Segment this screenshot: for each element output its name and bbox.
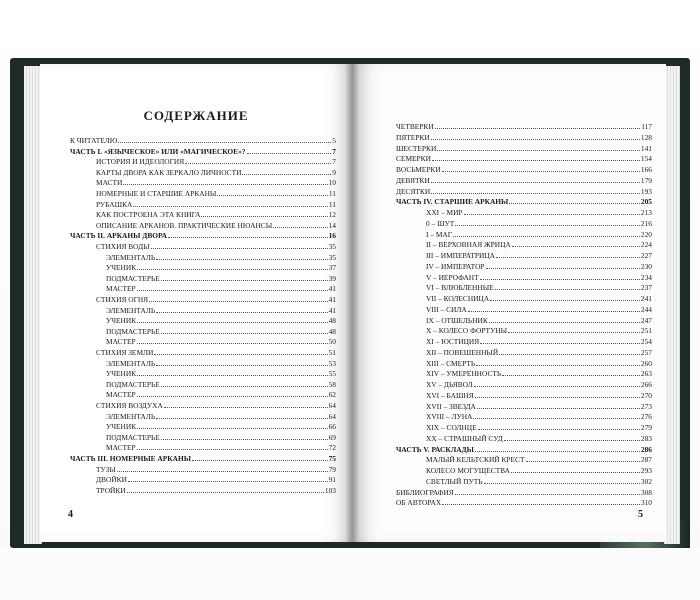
toc-entry-page: 69 bbox=[328, 432, 336, 442]
toc-entry-page: 12 bbox=[328, 210, 336, 220]
toc-entry bbox=[96, 178, 336, 187]
toc-leader-dots bbox=[137, 322, 327, 323]
toc-entry-page: 310 bbox=[640, 498, 652, 508]
toc-entry-page: 50 bbox=[328, 337, 336, 347]
toc-entry-title: УЧЕНИК bbox=[106, 316, 137, 326]
toc-entry-title: КАРТЫ ДВОРА КАК ЗЕРКАЛО ЛИЧНОСТИ bbox=[96, 167, 242, 177]
toc-entry-page: 35 bbox=[328, 242, 336, 251]
toc-entry bbox=[96, 475, 336, 484]
toc-entry-page: 247 bbox=[640, 315, 652, 325]
toc-entry-page: 48 bbox=[328, 316, 336, 326]
toc-entry bbox=[426, 240, 652, 249]
toc-entry-title: XIX – СОЛНЦЕ bbox=[426, 423, 477, 432]
toc-entry-page: 241 bbox=[640, 294, 652, 303]
toc-leader-dots bbox=[484, 483, 640, 484]
book-gutter bbox=[346, 64, 358, 542]
toc-entry-title: IV – ИМПЕРАТОР bbox=[426, 261, 485, 271]
toc-entry-page: 41 bbox=[328, 284, 336, 294]
toc-leader-dots bbox=[435, 128, 641, 129]
toc-entry-title: ДЕСЯТКИ bbox=[396, 186, 431, 196]
toc-entry-page: 270 bbox=[640, 390, 652, 400]
toc-leader-dots bbox=[137, 290, 328, 291]
toc-entry-page: 260 bbox=[640, 358, 652, 368]
toc-entry-title: НОМЕРНЫЕ И СТАРШИЕ АРКАНЫ bbox=[96, 189, 217, 198]
toc-entry bbox=[426, 369, 652, 378]
toc-entry bbox=[426, 316, 652, 325]
toc-entry-title: ДЕВЯТКИ bbox=[396, 175, 430, 185]
toc-entry-title: УЧЕНИК bbox=[106, 369, 137, 379]
toc-leader-dots bbox=[137, 269, 327, 270]
toc-entry-page: 273 bbox=[640, 401, 652, 411]
toc-leader-dots bbox=[156, 259, 328, 260]
toc-entry bbox=[96, 465, 336, 474]
toc-entry-title: СВЕТЛЫЙ ПУТЬ bbox=[426, 476, 483, 486]
toc-entry-title: I – МАГ bbox=[426, 229, 453, 239]
toc-entry-title: ЧАСТЬ II. АРКАНЫ ДВОРА bbox=[70, 231, 167, 241]
toc-leader-dots bbox=[185, 163, 331, 164]
toc-leader-dots bbox=[475, 451, 640, 452]
toc-leader-dots bbox=[137, 428, 327, 429]
toc-entry bbox=[426, 477, 652, 486]
toc-leader-dots bbox=[478, 429, 640, 430]
toc-entry-page: 62 bbox=[328, 390, 336, 400]
toc-entry bbox=[96, 486, 336, 495]
toc-leader-dots bbox=[437, 150, 640, 151]
toc-entry-title: ЭЛЕМЕНТАЛЬ bbox=[106, 411, 156, 421]
toc-entry-title: СТИХИЯ ВОДЫ bbox=[96, 242, 150, 251]
toc-leader-dots bbox=[526, 461, 640, 462]
toc-entry bbox=[106, 306, 336, 315]
toc-entry-page: 213 bbox=[640, 208, 652, 217]
toc-leader-dots bbox=[431, 193, 640, 194]
toc-leader-dots bbox=[504, 440, 640, 441]
toc-entry-page: 103 bbox=[324, 485, 336, 495]
toc-entry-page: 308 bbox=[640, 487, 652, 497]
toc-entry bbox=[396, 187, 652, 196]
toc-entry bbox=[396, 488, 652, 497]
toc-entry bbox=[426, 412, 652, 421]
toc-entry-title: ТУЗЫ bbox=[96, 464, 116, 474]
toc-entry bbox=[106, 443, 336, 452]
toc-leader-dots bbox=[117, 471, 328, 472]
toc-entry-page: 193 bbox=[640, 186, 652, 196]
toc-entry-page: 244 bbox=[640, 304, 652, 314]
toc-entry bbox=[396, 498, 652, 507]
toc-entry bbox=[96, 189, 336, 198]
toc-entry-page: 11 bbox=[328, 189, 336, 198]
toc-leader-dots bbox=[486, 268, 640, 269]
toc-entry-page: 224 bbox=[640, 240, 652, 250]
toc-entry-page: 227 bbox=[640, 251, 652, 260]
toc-leader-dots bbox=[455, 225, 640, 226]
toc-entry-title: ЧАСТЬ III. НОМЕРНЫЕ АРКАНЫ bbox=[70, 454, 191, 463]
toc-heading: СОДЕРЖАНИЕ bbox=[143, 108, 249, 123]
toc-entry bbox=[106, 274, 336, 283]
toc-leader-dots bbox=[474, 386, 640, 387]
toc-entry-title: ПОДМАСТЕРЬЕ bbox=[106, 273, 160, 283]
toc-entry-title: VII – КОЛЕСНИЦА bbox=[426, 294, 490, 303]
toc-entry bbox=[96, 168, 336, 177]
toc-entry-page: 237 bbox=[640, 283, 652, 293]
toc-entry bbox=[396, 154, 652, 163]
toc-entry bbox=[106, 253, 336, 262]
toc-entry-title: СЕМЕРКИ bbox=[396, 154, 431, 164]
toc-entry-page: 279 bbox=[640, 423, 652, 432]
toc-entry bbox=[106, 390, 336, 399]
toc-leader-dots bbox=[156, 365, 328, 366]
toc-entry-page: 14 bbox=[328, 220, 336, 230]
toc-entry bbox=[426, 348, 652, 357]
toc-entry bbox=[396, 165, 652, 174]
toc-entry-title: VIII – СИЛА bbox=[426, 304, 467, 314]
toc-entry bbox=[426, 251, 652, 260]
toc-entry bbox=[396, 176, 652, 185]
toc-entry-title: XI – ЮСТИЦИЯ bbox=[426, 337, 480, 346]
toc-entry-page: 5 bbox=[332, 136, 336, 145]
toc-entry bbox=[96, 242, 336, 251]
toc-entry-title: КАК ПОСТРОЕНА ЭТА КНИГА bbox=[96, 210, 201, 220]
toc-entry bbox=[396, 144, 652, 153]
toc-entry-page: 293 bbox=[640, 466, 652, 475]
toc-entry-page: 37 bbox=[328, 263, 336, 273]
toc-leader-dots bbox=[508, 332, 640, 333]
toc-entry bbox=[396, 133, 652, 142]
toc-entry bbox=[426, 326, 652, 335]
toc-leader-dots bbox=[149, 301, 327, 302]
toc-entry-page: 48 bbox=[328, 326, 336, 336]
toc-entry bbox=[426, 283, 652, 292]
toc-leader-dots bbox=[480, 279, 640, 280]
toc-entry-title: ПОДМАСТЕРЬЕ bbox=[106, 432, 160, 442]
toc-entry-title: ИСТОРИЯ И ИДЕОЛОГИЯ bbox=[96, 157, 185, 167]
toc-entry-title: ЭЛЕМЕНТАЛЬ bbox=[106, 305, 156, 315]
toc-entry-page: 39 bbox=[328, 273, 336, 283]
toc-entry-title: МАСТЕР bbox=[106, 284, 136, 294]
toc-leader-dots bbox=[464, 214, 640, 215]
toc-entry-title: XVII – ЗВЕЗДА bbox=[426, 401, 476, 411]
toc-entry-title: III – ИМПЕРАТРИЦА bbox=[426, 251, 496, 260]
toc-entry bbox=[426, 208, 652, 217]
toc-entry bbox=[396, 122, 652, 131]
toc-leader-dots bbox=[499, 354, 640, 355]
toc-entry-page: 16 bbox=[328, 231, 336, 241]
toc-entry-title: ТРОЙКИ bbox=[96, 485, 126, 495]
toc-entry bbox=[106, 359, 336, 368]
toc-entry-title: XV – ДЬЯВОЛ bbox=[426, 380, 473, 389]
toc-leader-dots bbox=[477, 408, 640, 409]
toc-entry bbox=[426, 262, 652, 271]
toc-entry-title: ЧАСТЬ IV. СТАРШИЕ АРКАНЫ bbox=[396, 197, 509, 207]
toc-leader-dots bbox=[247, 153, 332, 154]
page-edges-right bbox=[664, 66, 680, 544]
toc-entry bbox=[426, 305, 652, 314]
toc-leader-dots bbox=[151, 248, 328, 249]
toc-entry bbox=[426, 230, 652, 239]
toc-entry-page: 7 bbox=[332, 157, 336, 167]
toc-leader-dots bbox=[156, 418, 328, 419]
toc-leader-dots bbox=[137, 449, 328, 450]
toc-entry-title: БИБЛИОГРАФИЯ bbox=[396, 487, 454, 497]
toc-leader-dots bbox=[442, 504, 640, 505]
toc-entry-title: ОПИСАНИЕ АРКАНОВ. ПРАКТИЧЕСКИЕ НЮАНСЫ bbox=[96, 220, 273, 230]
toc-entry-page: 220 bbox=[640, 229, 652, 239]
left-page bbox=[40, 64, 352, 542]
toc-leader-dots bbox=[164, 407, 328, 408]
toc-entry-title: УЧЕНИК bbox=[106, 263, 137, 273]
toc-leader-dots bbox=[161, 386, 328, 387]
toc-entry-title: МАСТЕР bbox=[106, 337, 136, 347]
toc-entry-title: X – КОЛЕСО ФОРТУНЫ bbox=[426, 326, 508, 336]
toc-leader-dots bbox=[154, 354, 327, 355]
toc-entry bbox=[426, 337, 652, 346]
left-page-number: 4 bbox=[68, 509, 73, 520]
toc-entry-page: 7 bbox=[332, 146, 336, 156]
toc-leader-dots bbox=[156, 312, 328, 313]
toc-entry-title: ПОДМАСТЕРЬЕ bbox=[106, 379, 160, 389]
toc-entry-title: ВОСЬМЕРКИ bbox=[396, 165, 441, 174]
table-surface bbox=[0, 548, 700, 600]
toc-leader-dots bbox=[453, 236, 640, 237]
right-page-number: 5 bbox=[638, 509, 643, 520]
toc-leader-dots bbox=[127, 492, 324, 493]
toc-entry bbox=[426, 273, 652, 282]
toc-leader-dots bbox=[161, 439, 328, 440]
toc-entry-page: 91 bbox=[328, 475, 336, 485]
toc-entry bbox=[96, 221, 336, 230]
toc-entry-page: 230 bbox=[640, 261, 652, 271]
toc-entry-title: ДВОЙКИ bbox=[96, 475, 127, 485]
toc-entry-page: 79 bbox=[328, 464, 336, 474]
toc-entry-title: МАЛЫЙ КЕЛЬТСКИЙ КРЕСТ bbox=[426, 455, 525, 465]
toc-entry-page: 283 bbox=[640, 433, 652, 443]
toc-entry bbox=[70, 454, 336, 463]
toc-entry-title: XIII – СМЕРТЬ bbox=[426, 358, 476, 368]
toc-entry-page: 64 bbox=[328, 401, 336, 410]
toc-leader-dots bbox=[431, 182, 640, 183]
toc-entry-page: 58 bbox=[328, 379, 336, 389]
toc-entry bbox=[426, 466, 652, 475]
toc-leader-dots bbox=[161, 280, 328, 281]
toc-entry bbox=[106, 369, 336, 378]
toc-entry-page: 251 bbox=[640, 326, 652, 336]
toc-entry-title: XXI – МИР bbox=[426, 208, 463, 217]
toc-entry-page: 287 bbox=[640, 455, 652, 465]
toc-entry-title: УЧЕНИК bbox=[106, 422, 137, 432]
toc-entry bbox=[426, 402, 652, 411]
toc-entry bbox=[70, 231, 336, 240]
toc-entry-title: IX – ОТШЕЛЬНИК bbox=[426, 315, 488, 325]
toc-entry bbox=[426, 423, 652, 432]
toc-entry-title: СТИХИЯ ЗЕМЛИ bbox=[96, 348, 154, 357]
toc-entry-page: 64 bbox=[328, 411, 336, 421]
toc-entry-page: 128 bbox=[640, 132, 652, 142]
toc-entry-page: 254 bbox=[640, 337, 652, 346]
toc-entry bbox=[106, 422, 336, 431]
toc-entry-page: 51 bbox=[328, 348, 336, 357]
right-page bbox=[352, 64, 666, 542]
toc-leader-dots bbox=[473, 418, 640, 419]
toc-entry-page: 154 bbox=[640, 154, 652, 164]
toc-entry-page: 266 bbox=[640, 380, 652, 389]
toc-entry-page: 276 bbox=[640, 412, 652, 422]
toc-entry-title: XX – СТРАШНЫЙ СУД bbox=[426, 433, 503, 443]
toc-entry-title: ЭЛЕМЕНТАЛЬ bbox=[106, 358, 156, 368]
toc-entry-page: 205 bbox=[640, 197, 652, 207]
toc-leader-dots bbox=[168, 237, 328, 238]
toc-entry-page: 286 bbox=[640, 444, 652, 454]
toc-entry-page: 35 bbox=[328, 252, 336, 262]
toc-entry-page: 302 bbox=[640, 476, 652, 486]
toc-entry-title: ШЕСТЕРКИ bbox=[396, 143, 437, 153]
toc-leader-dots bbox=[133, 206, 328, 207]
toc-leader-dots bbox=[490, 300, 640, 301]
toc-entry-title: К ЧИТАТЕЛЮ bbox=[70, 136, 118, 145]
toc-entry-title: XIV – УМЕРЕННОСТЬ bbox=[426, 369, 502, 379]
toc-entry-page: 9 bbox=[332, 167, 336, 177]
toc-entry-page: 10 bbox=[328, 178, 336, 188]
toc-entry bbox=[426, 219, 652, 228]
toc-leader-dots bbox=[242, 174, 331, 175]
toc-leader-dots bbox=[123, 184, 327, 185]
toc-leader-dots bbox=[509, 203, 640, 204]
toc-entry bbox=[106, 327, 336, 336]
toc-entry-title: МАСТЕР bbox=[106, 390, 136, 400]
toc-entry-title: МАСТИ bbox=[96, 178, 123, 188]
toc-entry-page: 41 bbox=[328, 305, 336, 315]
toc-leader-dots bbox=[502, 375, 640, 376]
toc-entry-title: РУБАШКА bbox=[96, 199, 133, 209]
toc-leader-dots bbox=[480, 343, 640, 344]
toc-leader-dots bbox=[468, 311, 640, 312]
toc-leader-dots bbox=[217, 195, 327, 196]
toc-entry-page: 263 bbox=[640, 369, 652, 379]
toc-leader-dots bbox=[137, 375, 327, 376]
toc-entry-title: ЧАСТЬ I. «ЯЗЫЧЕСКОЕ» ИЛИ «МАГИЧЕСКОЕ»? bbox=[70, 146, 246, 156]
toc-leader-dots bbox=[201, 216, 327, 217]
toc-entry bbox=[426, 455, 652, 464]
toc-entry-page: 257 bbox=[640, 347, 652, 357]
toc-entry-title: XVIII – ЛУНА bbox=[426, 412, 473, 422]
toc-leader-dots bbox=[476, 365, 640, 366]
toc-leader-dots bbox=[475, 397, 640, 398]
toc-entry-page: 66 bbox=[328, 422, 336, 432]
toc-leader-dots bbox=[137, 396, 328, 397]
toc-leader-dots bbox=[192, 460, 328, 461]
toc-entry-page: 216 bbox=[640, 218, 652, 228]
toc-leader-dots bbox=[489, 322, 640, 323]
toc-entry bbox=[70, 136, 336, 145]
toc-entry bbox=[96, 200, 336, 209]
toc-entry-page: 141 bbox=[640, 143, 652, 153]
toc-entry-title: XVI – БАШНЯ bbox=[426, 390, 474, 400]
toc-leader-dots bbox=[431, 139, 640, 140]
toc-entry bbox=[106, 412, 336, 421]
toc-entry-page: 75 bbox=[328, 454, 336, 463]
toc-entry bbox=[106, 263, 336, 272]
toc-entry-page: 11 bbox=[328, 199, 336, 209]
toc-entry-page: 41 bbox=[328, 295, 336, 304]
toc-entry bbox=[96, 295, 336, 304]
toc-entry bbox=[426, 380, 652, 389]
toc-entry bbox=[96, 210, 336, 219]
toc-entry bbox=[106, 284, 336, 293]
toc-entry-title: ОБ АВТОРАХ bbox=[396, 498, 442, 508]
toc-entry bbox=[396, 197, 652, 206]
toc-entry-page: 166 bbox=[640, 165, 652, 174]
toc-entry bbox=[106, 380, 336, 389]
toc-entry-title: XII – ПОВЕШЕННЫЙ bbox=[426, 347, 499, 357]
toc-leader-dots bbox=[128, 481, 328, 482]
toc-entry-title: МАСТЕР bbox=[106, 443, 136, 453]
toc-entry bbox=[96, 348, 336, 357]
toc-entry-title: II – ВЕРХОВНАЯ ЖРИЦА bbox=[426, 240, 511, 250]
toc-entry bbox=[70, 147, 336, 156]
toc-leader-dots bbox=[511, 472, 640, 473]
toc-entry-title: ЧАСТЬ V. РАСКЛАДЫ bbox=[396, 444, 474, 454]
toc-entry-title: V – ИЕРОФАНТ bbox=[426, 272, 479, 282]
toc-entry-title: VI – ВЛЮБЛЕННЫЕ bbox=[426, 283, 494, 293]
toc-entry-title: ЧЕТВЕРКИ bbox=[396, 122, 434, 131]
toc-entry-title: 0 – ШУТ bbox=[426, 218, 455, 228]
toc-entry-page: 55 bbox=[328, 369, 336, 379]
toc-leader-dots bbox=[455, 494, 640, 495]
toc-entry-page: 234 bbox=[640, 272, 652, 282]
toc-entry-title: ПОДМАСТЕРЬЕ bbox=[106, 326, 160, 336]
toc-entry-title: ЭЛЕМЕНТАЛЬ bbox=[106, 252, 156, 262]
toc-entry-page: 72 bbox=[328, 443, 336, 453]
toc-entry-title: СТИХИЯ ОГНЯ bbox=[96, 295, 149, 304]
toc-leader-dots bbox=[442, 171, 640, 172]
toc-entry bbox=[96, 401, 336, 410]
toc-entry bbox=[106, 337, 336, 346]
toc-entry bbox=[426, 294, 652, 303]
toc-entry-title: КОЛЕСО МОГУЩЕСТВА bbox=[426, 466, 510, 475]
toc-leader-dots bbox=[273, 227, 327, 228]
toc-entry bbox=[96, 157, 336, 166]
toc-entry-page: 117 bbox=[641, 122, 652, 131]
toc-leader-dots bbox=[496, 257, 640, 258]
toc-leader-dots bbox=[512, 246, 640, 247]
toc-entry-title: СТИХИЯ ВОЗДУХА bbox=[96, 401, 163, 410]
toc-entry-page: 179 bbox=[640, 175, 652, 185]
toc-entry bbox=[426, 434, 652, 443]
toc-entry bbox=[106, 433, 336, 442]
toc-entry bbox=[396, 445, 652, 454]
toc-leader-dots bbox=[161, 333, 328, 334]
toc-entry-page: 53 bbox=[328, 358, 336, 368]
toc-leader-dots bbox=[495, 289, 640, 290]
toc-entry bbox=[106, 316, 336, 325]
toc-entry bbox=[426, 359, 652, 368]
toc-leader-dots bbox=[118, 142, 331, 143]
toc-entry-title: ПЯТЕРКИ bbox=[396, 132, 430, 142]
toc-entry bbox=[426, 391, 652, 400]
toc-leader-dots bbox=[137, 343, 328, 344]
toc-leader-dots bbox=[432, 160, 640, 161]
